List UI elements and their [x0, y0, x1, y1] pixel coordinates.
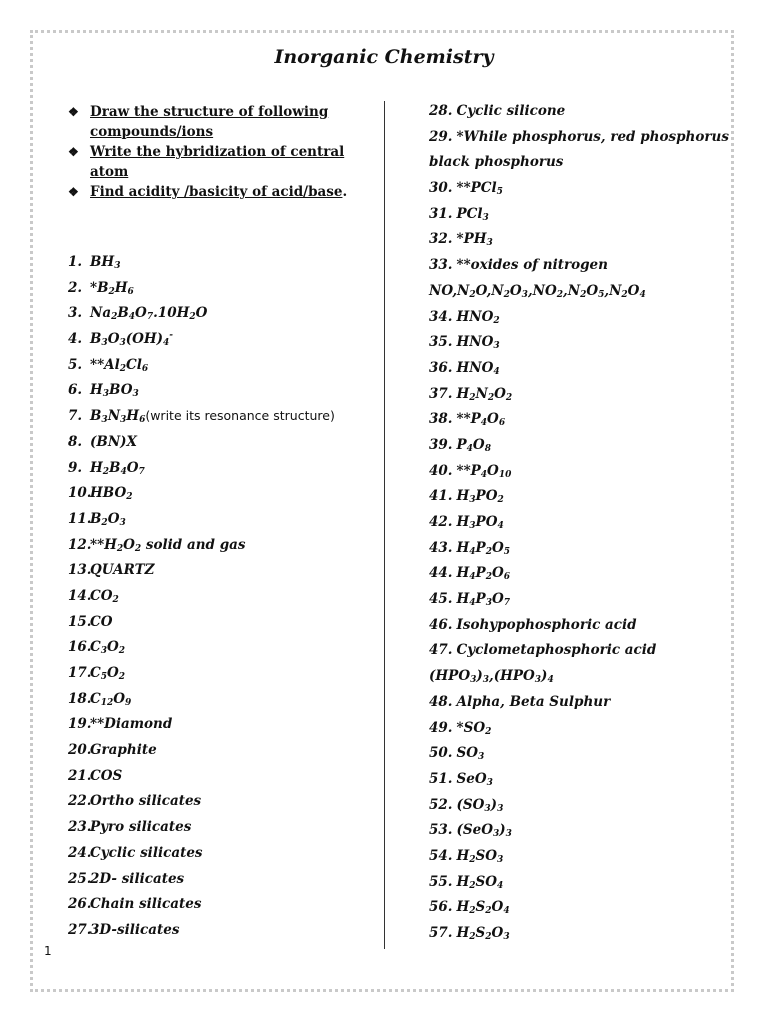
list-item — [68, 458, 378, 484]
compound-text: **oxides of nitrogen — [456, 257, 608, 274]
compound-text: $(HPO_3)_3,(HPO_3)_4$ — [429, 668, 554, 686]
compound-text: $H_2B_4O_7$ — [90, 459, 145, 477]
list-item — [429, 255, 729, 281]
list-item — [429, 538, 729, 564]
compound-text: $*PH_3$ — [456, 231, 493, 249]
instruction-text: Draw the structure of following compounds/ions — [90, 104, 329, 140]
list-item — [429, 281, 729, 307]
item-number: 53. — [429, 822, 453, 839]
compound-text: Cyclometaphosphoric acid — [456, 642, 657, 659]
list-item — [68, 714, 378, 740]
item-number: 42. — [429, 514, 453, 530]
list-item — [429, 307, 729, 333]
list-item — [68, 535, 378, 561]
list-item — [429, 640, 729, 666]
item-number: 34. — [429, 308, 453, 325]
list-item — [429, 718, 729, 744]
list-item — [429, 178, 729, 204]
item-number: 36. — [429, 359, 453, 376]
compound-text: $BH_3$ — [90, 254, 121, 271]
list-item — [68, 920, 378, 946]
item-number: 6. — [68, 382, 83, 399]
list-item — [68, 380, 378, 406]
item-number: 33. — [429, 257, 453, 274]
item-number: 8. — [68, 433, 83, 450]
compound-text: $H_2S_2O_4$ — [456, 899, 510, 917]
item-number: 13. — [68, 562, 92, 579]
compound-text: $*SO_2$ — [456, 719, 492, 737]
item-number: 2. — [68, 279, 83, 296]
compound-text: $H_2SO_3$ — [456, 847, 504, 865]
item-number: 46. — [429, 616, 453, 633]
compound-text: **Diamond — [90, 716, 173, 733]
compound-text: Cyclic silicone — [456, 103, 566, 119]
compound-text: $HNO_4$ — [456, 359, 500, 377]
page-title: Inorganic Chemistry — [274, 46, 494, 68]
list-item — [68, 894, 378, 920]
compound-text: Isohypophosphoric acid — [456, 616, 637, 633]
list-item — [68, 637, 378, 663]
compound-text: $HBO_2$ — [90, 485, 133, 503]
compound-text: $**H_2O_2$ solid and gas — [90, 536, 246, 554]
compound-text: $NO,N_2O,N_2O_3,NO_2,N_2O_5,N_2O_4$ — [429, 282, 646, 300]
list-item — [429, 486, 729, 512]
item-number: 5. — [68, 356, 83, 373]
list-item — [68, 663, 378, 689]
item-number: 16. — [68, 639, 92, 656]
item-number: 44. — [429, 565, 453, 582]
list-item — [68, 740, 378, 766]
compound-text: $H_3BO_3$ — [90, 382, 139, 400]
item-number: 35. — [429, 334, 453, 351]
item-number: 12. — [68, 536, 92, 553]
item-number: 48. — [429, 693, 453, 710]
list-item — [429, 384, 729, 410]
list-item — [68, 278, 378, 304]
item-number: 14. — [68, 587, 92, 604]
column-divider — [384, 101, 385, 949]
compound-text: $B_2O_3$ — [90, 510, 126, 528]
item-number: 41. — [429, 488, 453, 505]
compound-text: $C_{12}O_9$ — [90, 690, 132, 708]
compound-text: CO — [90, 613, 113, 630]
list-item — [68, 483, 378, 509]
list-item — [68, 843, 378, 869]
item-number: 57. — [429, 925, 453, 941]
list-item — [429, 589, 729, 615]
item-number: 54. — [429, 847, 453, 864]
item-number: 25. — [68, 870, 92, 887]
list-item — [68, 817, 378, 843]
list-item — [429, 846, 729, 872]
compound-text: $H_4P_2O_6$ — [456, 565, 510, 583]
list-item — [429, 152, 729, 178]
item-number: 52. — [429, 796, 453, 813]
compound-text: $H_4P_3O_7$ — [456, 591, 510, 609]
item-number: 19. — [68, 716, 92, 733]
list-item — [429, 872, 729, 898]
item-number: 3. — [68, 305, 83, 322]
compound-text: $(SO_3)_3$ — [456, 796, 504, 814]
item-number: 21. — [68, 767, 92, 784]
compound-text: $SO_3$ — [456, 745, 485, 763]
list-item — [429, 204, 729, 230]
compound-text: $CO_2$ — [90, 587, 119, 605]
compound-text: $(SeO_3)_3$ — [456, 822, 512, 840]
compound-text: (BN)X — [90, 433, 138, 450]
compound-text: $HNO_2$ — [456, 308, 500, 326]
item-number: 10. — [68, 485, 92, 502]
list-item — [429, 923, 729, 949]
compound-text: 2D- silicates — [90, 870, 185, 887]
list-item — [68, 252, 378, 278]
item-number: 56. — [429, 899, 453, 916]
item-number: 32. — [429, 231, 453, 248]
item-number: 40. — [429, 462, 453, 479]
compound-text: black phosphorus — [429, 154, 564, 171]
compound-text: $Na_2B_4O_7.10H_2O$ — [90, 305, 208, 323]
instruction-item — [68, 182, 358, 202]
list-item — [429, 615, 729, 641]
list-item — [68, 586, 378, 612]
compound-text: $H_4P_2O_5$ — [456, 539, 510, 557]
list-item — [429, 409, 729, 435]
item-number: 4. — [68, 331, 83, 348]
compound-text: 3D-silicates — [90, 921, 180, 938]
item-number: 55. — [429, 873, 453, 890]
item-note: (write its resonance structure) — [145, 408, 335, 424]
compound-list-left — [68, 252, 378, 946]
compound-text: $C_5O_2$ — [90, 665, 126, 682]
compound-text: $B_3O_3(OH)_4^-$ — [90, 330, 174, 349]
diamond-bullet-icon: ❖ — [68, 185, 79, 199]
compound-text: Graphite — [90, 742, 157, 759]
compound-text: $*B_2H_6$ — [90, 279, 134, 297]
compound-text: $**Al_2Cl_6$ — [90, 356, 149, 374]
list-item — [429, 332, 729, 358]
page-number: 1 — [44, 944, 52, 958]
instruction-item — [68, 142, 358, 182]
item-number: 9. — [68, 459, 83, 476]
item-number: 49. — [429, 719, 453, 736]
list-item — [68, 791, 378, 817]
item-number: 18. — [68, 690, 92, 707]
list-item — [429, 897, 729, 923]
item-number: 26. — [68, 896, 92, 913]
item-number: 23. — [68, 819, 92, 836]
list-item — [68, 329, 378, 355]
compound-text: *While phosphorus, red phosphorus — [456, 128, 729, 145]
item-number: 37. — [429, 385, 453, 402]
compound-text: $P_4O_8$ — [456, 436, 491, 454]
instruction-text: Find acidity /basicity of acid/base — [90, 184, 343, 200]
item-number: 45. — [429, 591, 453, 608]
compound-text: Ortho silicates — [90, 793, 202, 810]
list-item — [68, 689, 378, 715]
item-number: 15. — [68, 613, 92, 630]
item-number: 47. — [429, 642, 453, 659]
compound-text: $**P_4O_{10}$ — [456, 462, 512, 480]
list-item — [68, 355, 378, 381]
instruction-suffix: . — [342, 184, 348, 200]
list-item — [68, 869, 378, 895]
compound-text: Pyro silicates — [90, 819, 192, 836]
list-item — [429, 358, 729, 384]
item-number: 39. — [429, 436, 453, 453]
item-number: 31. — [429, 205, 453, 222]
item-number: 27. — [68, 921, 92, 938]
compound-text: $C_3O_2$ — [90, 639, 126, 657]
compound-text: $B_3N_3H_6$ — [90, 408, 146, 426]
compound-text: $H_2N_2O_2$ — [456, 385, 513, 403]
compound-text: $H_2SO_4$ — [456, 873, 504, 891]
item-number: 1. — [68, 254, 83, 270]
compound-text: $**P_4O_6$ — [456, 411, 506, 429]
list-item — [429, 563, 729, 589]
list-item — [429, 512, 729, 538]
list-item — [68, 766, 378, 792]
compound-text: $H_3PO_4$ — [456, 514, 504, 531]
item-number: 43. — [429, 539, 453, 556]
list-item — [68, 303, 378, 329]
compound-text: **PCl$_5$ — [456, 180, 503, 198]
item-number: 17. — [68, 665, 92, 681]
list-item — [68, 406, 378, 432]
compound-text: Chain silicates — [90, 896, 202, 913]
list-item — [68, 560, 378, 586]
instruction-item — [68, 102, 358, 142]
item-number: 30. — [429, 180, 453, 197]
list-item — [429, 692, 729, 718]
item-number: 28. — [429, 103, 453, 119]
list-item — [429, 127, 729, 153]
item-number: 11. — [68, 510, 92, 527]
list-item — [429, 461, 729, 487]
item-number: 29. — [429, 128, 453, 145]
list-item — [68, 432, 378, 458]
list-item — [68, 612, 378, 638]
list-item — [429, 435, 729, 461]
item-number: 50. — [429, 745, 453, 762]
compound-text: Alpha, Beta Sulphur — [456, 693, 611, 710]
list-item — [429, 743, 729, 769]
compound-text: SeO$_3$ — [456, 770, 493, 788]
compound-text: $H_3PO_2$ — [456, 488, 504, 506]
list-item — [429, 820, 729, 846]
list-item — [429, 795, 729, 821]
list-item — [68, 509, 378, 535]
item-number: 7. — [68, 408, 83, 425]
diamond-bullet-icon: ❖ — [68, 145, 79, 159]
list-item — [429, 229, 729, 255]
instructions-list — [68, 102, 358, 202]
compound-text: $H_2S_2O_3$ — [456, 925, 510, 942]
compound-text: COS — [90, 767, 123, 784]
list-item — [429, 101, 729, 127]
item-number: 24. — [68, 844, 92, 861]
item-number: 38. — [429, 411, 453, 428]
compound-list-right — [429, 101, 729, 949]
list-item — [429, 666, 729, 692]
list-item — [429, 769, 729, 795]
item-number: 22. — [68, 793, 92, 810]
compound-text: Cyclic silicates — [90, 844, 203, 861]
diamond-bullet-icon: ❖ — [68, 105, 79, 119]
item-number: 51. — [429, 770, 453, 787]
compound-text: QUARTZ — [90, 562, 155, 579]
item-number: 20. — [68, 742, 92, 759]
compound-text: PCl$_3$ — [456, 205, 489, 223]
instruction-text: Write the hybridization of central atom — [90, 144, 345, 180]
compound-text: $HNO_3$ — [456, 334, 500, 352]
